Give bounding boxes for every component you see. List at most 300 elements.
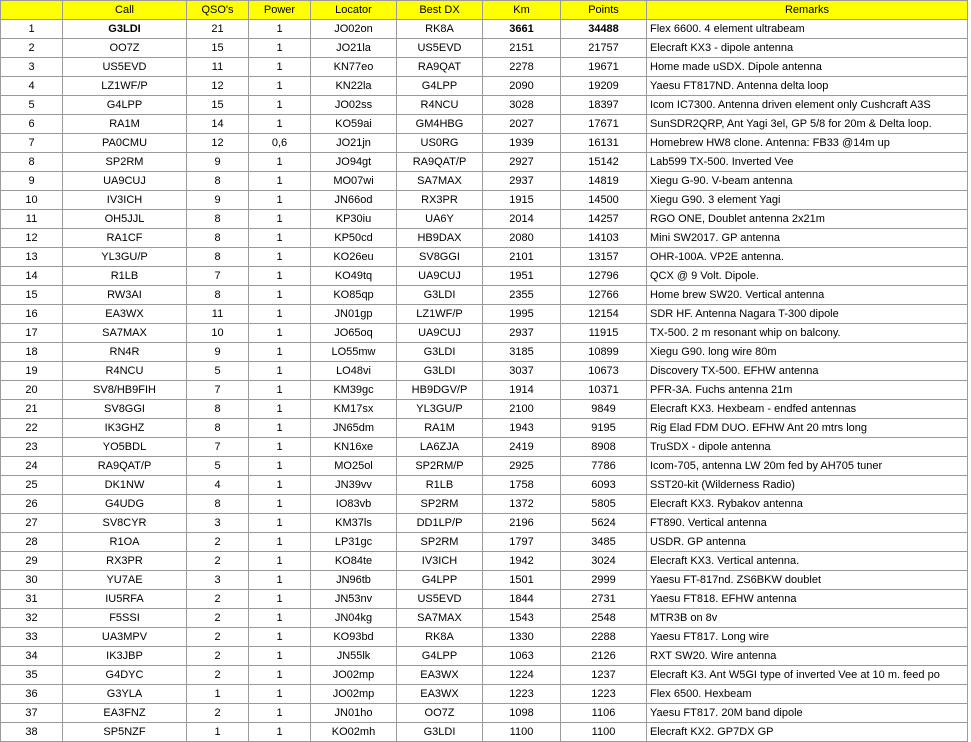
cell-rank[interactable]: 38 <box>1 723 63 742</box>
cell-rank[interactable]: 15 <box>1 286 63 305</box>
cell-best-dx[interactable]: G3LDI <box>397 362 483 381</box>
cell-km[interactable]: 2278 <box>483 58 561 77</box>
cell-rank[interactable]: 16 <box>1 305 63 324</box>
cell-points[interactable]: 10673 <box>561 362 647 381</box>
cell-km[interactable]: 1098 <box>483 704 561 723</box>
cell-power[interactable]: 1 <box>249 77 311 96</box>
cell-best-dx[interactable]: R4NCU <box>397 96 483 115</box>
cell-best-dx[interactable]: RK8A <box>397 628 483 647</box>
cell-power[interactable]: 1 <box>249 381 311 400</box>
cell-power[interactable]: 1 <box>249 400 311 419</box>
cell-qsos[interactable]: 11 <box>187 305 249 324</box>
cell-locator[interactable]: IO83vb <box>311 495 397 514</box>
cell-qsos[interactable]: 1 <box>187 723 249 742</box>
cell-qsos[interactable]: 2 <box>187 590 249 609</box>
cell-qsos[interactable]: 8 <box>187 172 249 191</box>
cell-qsos[interactable]: 2 <box>187 666 249 685</box>
cell-qsos[interactable]: 8 <box>187 400 249 419</box>
cell-locator[interactable]: KM37ls <box>311 514 397 533</box>
cell-points[interactable]: 16131 <box>561 134 647 153</box>
cell-remarks[interactable]: Xiegu G90. long wire 80m <box>647 343 968 362</box>
cell-power[interactable]: 1 <box>249 590 311 609</box>
cell-remarks[interactable]: Mini SW2017. GP antenna <box>647 229 968 248</box>
cell-call[interactable]: PA0CMU <box>63 134 187 153</box>
cell-km[interactable]: 3028 <box>483 96 561 115</box>
cell-power[interactable]: 0,6 <box>249 134 311 153</box>
cell-locator[interactable]: JO02mp <box>311 685 397 704</box>
cell-call[interactable]: SA7MAX <box>63 324 187 343</box>
cell-rank[interactable]: 10 <box>1 191 63 210</box>
cell-power[interactable]: 1 <box>249 476 311 495</box>
cell-power[interactable]: 1 <box>249 438 311 457</box>
cell-qsos[interactable]: 5 <box>187 362 249 381</box>
cell-power[interactable]: 1 <box>249 533 311 552</box>
cell-remarks[interactable]: Homebrew HW8 clone. Antenna: FB33 @14m up <box>647 134 968 153</box>
cell-call[interactable]: RW3AI <box>63 286 187 305</box>
cell-remarks[interactable]: Yaesu FT-817nd. ZS6BKW doublet <box>647 571 968 590</box>
cell-remarks[interactable]: OHR-100A. VP2E antenna. <box>647 248 968 267</box>
cell-best-dx[interactable]: US0RG <box>397 134 483 153</box>
cell-km[interactable]: 3185 <box>483 343 561 362</box>
cell-points[interactable]: 2288 <box>561 628 647 647</box>
cell-locator[interactable]: JO65oq <box>311 324 397 343</box>
cell-rank[interactable]: 22 <box>1 419 63 438</box>
cell-best-dx[interactable]: GM4HBG <box>397 115 483 134</box>
cell-qsos[interactable]: 2 <box>187 628 249 647</box>
cell-rank[interactable]: 17 <box>1 324 63 343</box>
cell-power[interactable]: 1 <box>249 552 311 571</box>
cell-remarks[interactable]: Xiegu G-90. V-beam antenna <box>647 172 968 191</box>
cell-locator[interactable]: KO59ai <box>311 115 397 134</box>
cell-locator[interactable]: KM39gc <box>311 381 397 400</box>
cell-qsos[interactable]: 8 <box>187 210 249 229</box>
cell-locator[interactable]: KN22la <box>311 77 397 96</box>
cell-locator[interactable]: JN39vv <box>311 476 397 495</box>
cell-remarks[interactable]: Yaesu FT817. 20M band dipole <box>647 704 968 723</box>
cell-rank[interactable]: 34 <box>1 647 63 666</box>
cell-call[interactable]: SP2RM <box>63 153 187 172</box>
cell-power[interactable]: 1 <box>249 305 311 324</box>
cell-rank[interactable]: 28 <box>1 533 63 552</box>
cell-points[interactable]: 1106 <box>561 704 647 723</box>
cell-remarks[interactable]: Lab599 TX-500. Inverted Vee <box>647 153 968 172</box>
cell-km[interactable]: 1758 <box>483 476 561 495</box>
cell-power[interactable]: 1 <box>249 647 311 666</box>
cell-remarks[interactable]: Yaesu FT817. Long wire <box>647 628 968 647</box>
cell-remarks[interactable]: MTR3B on 8v <box>647 609 968 628</box>
cell-call[interactable]: LZ1WF/P <box>63 77 187 96</box>
cell-power[interactable]: 1 <box>249 514 311 533</box>
cell-locator[interactable]: JN96tb <box>311 571 397 590</box>
cell-points[interactable]: 5805 <box>561 495 647 514</box>
cell-best-dx[interactable]: LA6ZJA <box>397 438 483 457</box>
cell-points[interactable]: 2999 <box>561 571 647 590</box>
cell-rank[interactable]: 7 <box>1 134 63 153</box>
cell-qsos[interactable]: 1 <box>187 685 249 704</box>
cell-power[interactable]: 1 <box>249 419 311 438</box>
cell-locator[interactable]: LO48vi <box>311 362 397 381</box>
cell-locator[interactable]: MO07wi <box>311 172 397 191</box>
cell-points[interactable]: 13157 <box>561 248 647 267</box>
header-cell-best-dx[interactable]: Best DX <box>397 1 483 20</box>
cell-qsos[interactable]: 9 <box>187 343 249 362</box>
cell-rank[interactable]: 2 <box>1 39 63 58</box>
cell-power[interactable]: 1 <box>249 191 311 210</box>
cell-km[interactable]: 2027 <box>483 115 561 134</box>
cell-remarks[interactable]: RXT SW20. Wire antenna <box>647 647 968 666</box>
cell-qsos[interactable]: 7 <box>187 438 249 457</box>
cell-call[interactable]: R4NCU <box>63 362 187 381</box>
cell-best-dx[interactable]: SA7MAX <box>397 172 483 191</box>
cell-call[interactable]: G3LDI <box>63 20 187 39</box>
cell-remarks[interactable]: Elecraft KX3. Hexbeam - endfed antennas <box>647 400 968 419</box>
cell-km[interactable]: 2014 <box>483 210 561 229</box>
cell-points[interactable]: 21757 <box>561 39 647 58</box>
cell-remarks[interactable]: QCX @ 9 Volt. Dipole. <box>647 267 968 286</box>
cell-rank[interactable]: 14 <box>1 267 63 286</box>
cell-rank[interactable]: 12 <box>1 229 63 248</box>
cell-best-dx[interactable]: G3LDI <box>397 343 483 362</box>
cell-best-dx[interactable]: EA3WX <box>397 666 483 685</box>
header-cell-rank[interactable] <box>1 1 63 20</box>
cell-locator[interactable]: KO93bd <box>311 628 397 647</box>
cell-points[interactable]: 12766 <box>561 286 647 305</box>
cell-qsos[interactable]: 15 <box>187 39 249 58</box>
cell-rank[interactable]: 36 <box>1 685 63 704</box>
cell-points[interactable]: 2731 <box>561 590 647 609</box>
cell-km[interactable]: 2355 <box>483 286 561 305</box>
cell-km[interactable]: 1100 <box>483 723 561 742</box>
cell-locator[interactable]: KP50cd <box>311 229 397 248</box>
cell-best-dx[interactable]: US5EVD <box>397 590 483 609</box>
cell-qsos[interactable]: 21 <box>187 20 249 39</box>
cell-power[interactable]: 1 <box>249 704 311 723</box>
cell-points[interactable]: 7786 <box>561 457 647 476</box>
cell-points[interactable]: 12154 <box>561 305 647 324</box>
cell-points[interactable]: 5624 <box>561 514 647 533</box>
cell-rank[interactable]: 25 <box>1 476 63 495</box>
cell-locator[interactable]: KM17sx <box>311 400 397 419</box>
cell-best-dx[interactable]: RA1M <box>397 419 483 438</box>
cell-points[interactable]: 1223 <box>561 685 647 704</box>
cell-best-dx[interactable]: OO7Z <box>397 704 483 723</box>
cell-call[interactable]: US5EVD <box>63 58 187 77</box>
cell-call[interactable]: RA9QAT/P <box>63 457 187 476</box>
cell-power[interactable]: 1 <box>249 153 311 172</box>
cell-remarks[interactable]: SunSDR2QRP, Ant Yagi 3el, GP 5/8 for 20m & Delta loop. <box>647 115 968 134</box>
cell-best-dx[interactable]: G3LDI <box>397 286 483 305</box>
cell-km[interactable]: 1501 <box>483 571 561 590</box>
cell-best-dx[interactable]: RA9QAT <box>397 58 483 77</box>
cell-power[interactable]: 1 <box>249 267 311 286</box>
cell-power[interactable]: 1 <box>249 666 311 685</box>
cell-best-dx[interactable]: UA6Y <box>397 210 483 229</box>
cell-call[interactable]: YU7AE <box>63 571 187 590</box>
cell-call[interactable]: IU5RFA <box>63 590 187 609</box>
cell-rank[interactable]: 24 <box>1 457 63 476</box>
cell-km[interactable]: 1951 <box>483 267 561 286</box>
cell-locator[interactable]: JN04kg <box>311 609 397 628</box>
cell-rank[interactable]: 11 <box>1 210 63 229</box>
cell-rank[interactable]: 35 <box>1 666 63 685</box>
cell-km[interactable]: 1543 <box>483 609 561 628</box>
cell-locator[interactable]: JO94gt <box>311 153 397 172</box>
cell-call[interactable]: YO5BDL <box>63 438 187 457</box>
cell-points[interactable]: 12796 <box>561 267 647 286</box>
cell-power[interactable]: 1 <box>249 58 311 77</box>
cell-remarks[interactable]: Xiegu G90. 3 element Yagi <box>647 191 968 210</box>
cell-points[interactable]: 1100 <box>561 723 647 742</box>
cell-call[interactable]: RN4R <box>63 343 187 362</box>
cell-best-dx[interactable]: UA9CUJ <box>397 324 483 343</box>
cell-rank[interactable]: 21 <box>1 400 63 419</box>
cell-points[interactable]: 6093 <box>561 476 647 495</box>
cell-power[interactable]: 1 <box>249 362 311 381</box>
cell-qsos[interactable]: 12 <box>187 134 249 153</box>
cell-best-dx[interactable]: UA9CUJ <box>397 267 483 286</box>
cell-power[interactable]: 1 <box>249 286 311 305</box>
header-cell-points[interactable]: Points <box>561 1 647 20</box>
cell-qsos[interactable]: 3 <box>187 514 249 533</box>
cell-qsos[interactable]: 3 <box>187 571 249 590</box>
cell-rank[interactable]: 4 <box>1 77 63 96</box>
cell-locator[interactable]: JN53nv <box>311 590 397 609</box>
cell-remarks[interactable]: Elecraft KX3 - dipole antenna <box>647 39 968 58</box>
cell-best-dx[interactable]: US5EVD <box>397 39 483 58</box>
cell-km[interactable]: 2927 <box>483 153 561 172</box>
cell-power[interactable]: 1 <box>249 324 311 343</box>
cell-qsos[interactable]: 4 <box>187 476 249 495</box>
cell-power[interactable]: 1 <box>249 495 311 514</box>
cell-remarks[interactable]: Yaesu FT818. EFHW antenna <box>647 590 968 609</box>
cell-rank[interactable]: 18 <box>1 343 63 362</box>
cell-best-dx[interactable]: R1LB <box>397 476 483 495</box>
cell-locator[interactable]: JO21jn <box>311 134 397 153</box>
header-cell-remarks[interactable]: Remarks <box>647 1 968 20</box>
cell-best-dx[interactable]: SV8GGI <box>397 248 483 267</box>
cell-call[interactable]: G3YLA <box>63 685 187 704</box>
header-cell-qsos[interactable]: QSO's <box>187 1 249 20</box>
cell-locator[interactable]: KN77eo <box>311 58 397 77</box>
cell-best-dx[interactable]: LZ1WF/P <box>397 305 483 324</box>
header-cell-locator[interactable]: Locator <box>311 1 397 20</box>
cell-points[interactable]: 3485 <box>561 533 647 552</box>
cell-call[interactable]: R1LB <box>63 267 187 286</box>
cell-km[interactable]: 2151 <box>483 39 561 58</box>
cell-best-dx[interactable]: IV3ICH <box>397 552 483 571</box>
cell-rank[interactable]: 27 <box>1 514 63 533</box>
cell-qsos[interactable]: 2 <box>187 533 249 552</box>
cell-points[interactable]: 14257 <box>561 210 647 229</box>
cell-points[interactable]: 10371 <box>561 381 647 400</box>
cell-rank[interactable]: 23 <box>1 438 63 457</box>
cell-km[interactable]: 2937 <box>483 172 561 191</box>
cell-locator[interactable]: KO26eu <box>311 248 397 267</box>
cell-locator[interactable]: KO02mh <box>311 723 397 742</box>
cell-qsos[interactable]: 8 <box>187 229 249 248</box>
cell-qsos[interactable]: 2 <box>187 552 249 571</box>
cell-locator[interactable]: JO02mp <box>311 666 397 685</box>
cell-points[interactable]: 18397 <box>561 96 647 115</box>
cell-rank[interactable]: 31 <box>1 590 63 609</box>
cell-power[interactable]: 1 <box>249 229 311 248</box>
cell-km[interactable]: 1995 <box>483 305 561 324</box>
cell-call[interactable]: G4LPP <box>63 96 187 115</box>
cell-call[interactable]: RA1CF <box>63 229 187 248</box>
cell-km[interactable]: 1223 <box>483 685 561 704</box>
cell-call[interactable]: G4UDG <box>63 495 187 514</box>
cell-points[interactable]: 17671 <box>561 115 647 134</box>
cell-remarks[interactable]: FT890. Vertical antenna <box>647 514 968 533</box>
cell-km[interactable]: 1797 <box>483 533 561 552</box>
cell-qsos[interactable]: 2 <box>187 609 249 628</box>
cell-best-dx[interactable]: HB9DGV/P <box>397 381 483 400</box>
cell-call[interactable]: RA1M <box>63 115 187 134</box>
cell-remarks[interactable]: Discovery TX-500. EFHW antenna <box>647 362 968 381</box>
cell-points[interactable]: 11915 <box>561 324 647 343</box>
cell-call[interactable]: IV3ICH <box>63 191 187 210</box>
header-cell-km[interactable]: Km <box>483 1 561 20</box>
cell-power[interactable]: 1 <box>249 628 311 647</box>
cell-locator[interactable]: LP31gc <box>311 533 397 552</box>
cell-qsos[interactable]: 15 <box>187 96 249 115</box>
cell-km[interactable]: 1063 <box>483 647 561 666</box>
cell-points[interactable]: 34488 <box>561 20 647 39</box>
cell-km[interactable]: 1915 <box>483 191 561 210</box>
cell-locator[interactable]: KN16xe <box>311 438 397 457</box>
cell-rank[interactable]: 26 <box>1 495 63 514</box>
cell-points[interactable]: 10899 <box>561 343 647 362</box>
cell-qsos[interactable]: 5 <box>187 457 249 476</box>
cell-power[interactable]: 1 <box>249 172 311 191</box>
cell-power[interactable]: 1 <box>249 96 311 115</box>
cell-locator[interactable]: MO25ol <box>311 457 397 476</box>
cell-remarks[interactable]: TX-500. 2 m resonant whip on balcony. <box>647 324 968 343</box>
cell-points[interactable]: 9195 <box>561 419 647 438</box>
cell-power[interactable]: 1 <box>249 115 311 134</box>
cell-remarks[interactable]: Elecraft KX3. Rybakov antenna <box>647 495 968 514</box>
cell-points[interactable]: 1237 <box>561 666 647 685</box>
cell-rank[interactable]: 1 <box>1 20 63 39</box>
cell-call[interactable]: R1OA <box>63 533 187 552</box>
cell-best-dx[interactable]: RX3PR <box>397 191 483 210</box>
cell-remarks[interactable]: TruSDX - dipole antenna <box>647 438 968 457</box>
cell-points[interactable]: 9849 <box>561 400 647 419</box>
cell-points[interactable]: 14819 <box>561 172 647 191</box>
cell-remarks[interactable]: Icom-705, antenna LW 20m fed by AH705 tuner <box>647 457 968 476</box>
cell-qsos[interactable]: 9 <box>187 191 249 210</box>
cell-points[interactable]: 2548 <box>561 609 647 628</box>
cell-remarks[interactable]: RGO ONE, Doublet antenna 2x21m <box>647 210 968 229</box>
header-cell-call[interactable]: Call <box>63 1 187 20</box>
cell-best-dx[interactable]: G4LPP <box>397 571 483 590</box>
cell-remarks[interactable]: PFR-3A. Fuchs antenna 21m <box>647 381 968 400</box>
cell-power[interactable]: 1 <box>249 609 311 628</box>
cell-call[interactable]: OO7Z <box>63 39 187 58</box>
cell-rank[interactable]: 37 <box>1 704 63 723</box>
cell-km[interactable]: 1224 <box>483 666 561 685</box>
cell-locator[interactable]: JO02on <box>311 20 397 39</box>
cell-km[interactable]: 2100 <box>483 400 561 419</box>
cell-qsos[interactable]: 8 <box>187 286 249 305</box>
cell-qsos[interactable]: 7 <box>187 267 249 286</box>
cell-locator[interactable]: JN55lk <box>311 647 397 666</box>
cell-call[interactable]: F5SSI <box>63 609 187 628</box>
cell-best-dx[interactable]: G3LDI <box>397 723 483 742</box>
cell-remarks[interactable]: Rig Elad FDM DUO. EFHW Ant 20 mtrs long <box>647 419 968 438</box>
cell-qsos[interactable]: 2 <box>187 704 249 723</box>
cell-best-dx[interactable]: RA9QAT/P <box>397 153 483 172</box>
cell-best-dx[interactable]: HB9DAX <box>397 229 483 248</box>
cell-qsos[interactable]: 8 <box>187 495 249 514</box>
cell-power[interactable]: 1 <box>249 39 311 58</box>
cell-call[interactable]: UA9CUJ <box>63 172 187 191</box>
cell-call[interactable]: SP5NZF <box>63 723 187 742</box>
cell-km[interactable]: 2196 <box>483 514 561 533</box>
cell-km[interactable]: 2090 <box>483 77 561 96</box>
cell-km[interactable]: 1330 <box>483 628 561 647</box>
cell-power[interactable]: 1 <box>249 210 311 229</box>
cell-call[interactable]: DK1NW <box>63 476 187 495</box>
cell-remarks[interactable]: Yaesu FT817ND. Antenna delta loop <box>647 77 968 96</box>
cell-rank[interactable]: 13 <box>1 248 63 267</box>
cell-remarks[interactable]: Flex 6600. 4 element ultrabeam <box>647 20 968 39</box>
cell-qsos[interactable]: 10 <box>187 324 249 343</box>
cell-qsos[interactable]: 9 <box>187 153 249 172</box>
cell-locator[interactable]: KO84te <box>311 552 397 571</box>
cell-points[interactable]: 15142 <box>561 153 647 172</box>
cell-best-dx[interactable]: SP2RM <box>397 533 483 552</box>
cell-call[interactable]: OH5JJL <box>63 210 187 229</box>
cell-power[interactable]: 1 <box>249 20 311 39</box>
cell-best-dx[interactable]: YL3GU/P <box>397 400 483 419</box>
cell-locator[interactable]: JO21la <box>311 39 397 58</box>
cell-locator[interactable]: KO49tq <box>311 267 397 286</box>
cell-remarks[interactable]: Icom IC7300. Antenna driven element only Cushcraft A3S <box>647 96 968 115</box>
cell-rank[interactable]: 33 <box>1 628 63 647</box>
cell-km[interactable]: 1942 <box>483 552 561 571</box>
cell-rank[interactable]: 3 <box>1 58 63 77</box>
cell-points[interactable]: 8908 <box>561 438 647 457</box>
cell-locator[interactable]: JO02ss <box>311 96 397 115</box>
cell-km[interactable]: 1372 <box>483 495 561 514</box>
cell-rank[interactable]: 8 <box>1 153 63 172</box>
cell-power[interactable]: 1 <box>249 685 311 704</box>
cell-km[interactable]: 1943 <box>483 419 561 438</box>
cell-points[interactable]: 19209 <box>561 77 647 96</box>
cell-best-dx[interactable]: SP2RM <box>397 495 483 514</box>
cell-remarks[interactable]: SST20-kit (Wilderness Radio) <box>647 476 968 495</box>
cell-rank[interactable]: 19 <box>1 362 63 381</box>
cell-points[interactable]: 2126 <box>561 647 647 666</box>
cell-locator[interactable]: JN01ho <box>311 704 397 723</box>
cell-km[interactable]: 3037 <box>483 362 561 381</box>
cell-remarks[interactable]: SDR HF. Antenna Nagara T-300 dipole <box>647 305 968 324</box>
cell-call[interactable]: SV8CYR <box>63 514 187 533</box>
cell-km[interactable]: 1914 <box>483 381 561 400</box>
cell-remarks[interactable]: Home brew SW20. Vertical antenna <box>647 286 968 305</box>
cell-km[interactable]: 2080 <box>483 229 561 248</box>
cell-best-dx[interactable]: SA7MAX <box>397 609 483 628</box>
cell-locator[interactable]: JN01gp <box>311 305 397 324</box>
cell-best-dx[interactable]: EA3WX <box>397 685 483 704</box>
cell-rank[interactable]: 9 <box>1 172 63 191</box>
cell-qsos[interactable]: 2 <box>187 647 249 666</box>
cell-locator[interactable]: KP30iu <box>311 210 397 229</box>
cell-points[interactable]: 14500 <box>561 191 647 210</box>
cell-call[interactable]: SV8GGI <box>63 400 187 419</box>
cell-call[interactable]: SV8/HB9FIH <box>63 381 187 400</box>
